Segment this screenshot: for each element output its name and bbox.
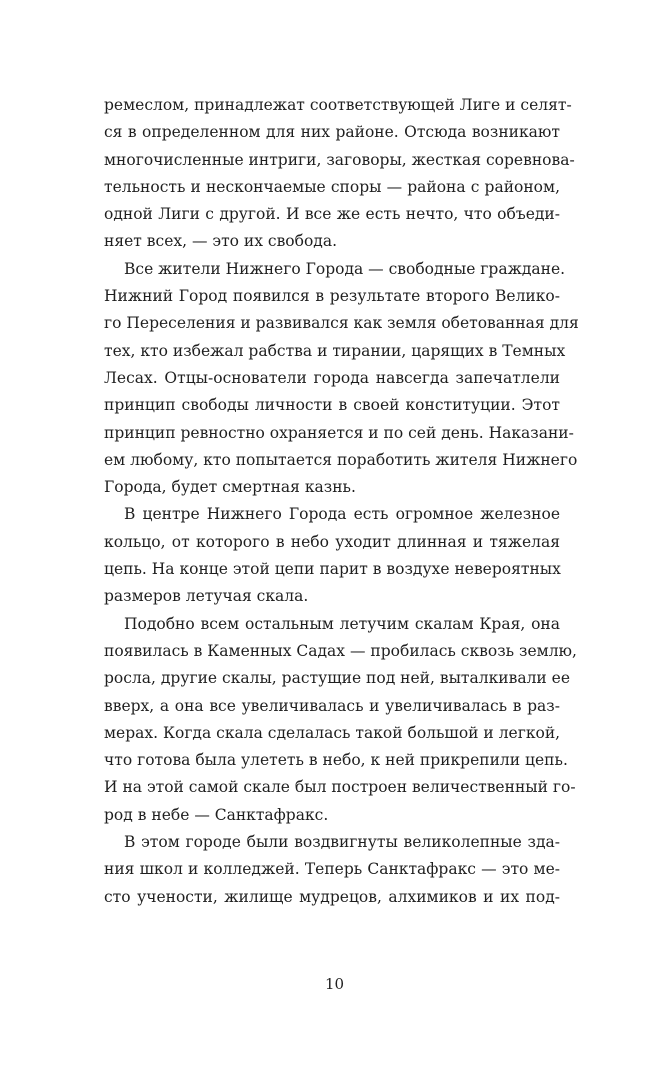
- text-line: няет всех, — это их свобода.: [104, 232, 338, 251]
- text-line: Города, будет смертная казнь.: [104, 478, 356, 497]
- text-line: многочисленные интриги, заговоры, жесткая соревнова-: [104, 150, 575, 169]
- text-line: ния школ и колледжей. Теперь Санктафракс — это ме-: [104, 860, 560, 879]
- text-line: мерах. Когда скала сделалась такой большой и легкой,: [104, 723, 561, 742]
- text-line: появилась в Каменных Садах — пробилась сквозь землю,: [104, 641, 577, 660]
- paragraph-1: [104, 92, 575, 256]
- page-number: 10: [324, 975, 345, 993]
- text-line: ся в определенном для них районе. Отсюда возникают: [104, 123, 560, 142]
- text-line: тех, кто избежал рабства и тирании, царящих в Темных: [104, 341, 566, 360]
- text-line: род в небе — Санктафракс.: [104, 805, 329, 824]
- paragraph-4: [104, 611, 577, 829]
- text-line: что готова была улететь в небо, к ней прикрепили цепь.: [104, 751, 568, 770]
- paragraph-5: [104, 829, 560, 911]
- text-line: В центре Нижнего Города есть огромное железное: [124, 505, 560, 524]
- text-line: ем любому, кто попытается поработить жителя Нижнего: [104, 450, 578, 469]
- text-line: тельность и нескончаемые споры — района с районом,: [104, 177, 560, 196]
- text-line: цепь. На конце этой цепи парит в воздухе невероятных: [104, 560, 561, 579]
- text-line: вверх, а она все увеличивалась и увеличивалась в раз-: [104, 696, 560, 715]
- text-line: Подобно всем остальным летучим скалам Края, она: [124, 614, 560, 633]
- text-line: Лесах. Отцы-основатели города навсегда запечатлели: [104, 368, 560, 387]
- paragraph-2: [104, 256, 579, 502]
- text-line: В этом городе были воздвигнуты великолепные зда-: [124, 833, 560, 852]
- text-line: сто учености, жилище мудрецов, алхимиков и их под-: [104, 887, 560, 906]
- text-line: го Переселения и развивался как земля обетованная для: [104, 314, 579, 333]
- text-line: Нижний Город появился в результате второго Велико-: [104, 287, 560, 306]
- text-line: И на этой самой скале был построен величественный го-: [104, 778, 576, 797]
- text-line: размеров летучая скала.: [104, 587, 309, 606]
- body-text: [104, 92, 579, 911]
- text-line: одной Лиги с другой. И все же есть нечто, что объеди-: [104, 205, 560, 224]
- text-line: ремеслом, принадлежат соответствующей Лиге и селят-: [104, 96, 572, 114]
- text-line: принцип свободы личности в своей конституции. Этот: [104, 396, 560, 415]
- text-line: Все жители Нижнего Города — свободные граждане.: [124, 259, 566, 278]
- text-line: росла, другие скалы, растущие под ней, выталкивали ее: [104, 669, 571, 688]
- text-line: кольцо, от которого в небо уходит длинная и тяжелая: [104, 532, 560, 551]
- text-line: принцип ревностно охраняется и по сей день. Наказани-: [104, 423, 574, 442]
- paragraph-3: [104, 501, 560, 610]
